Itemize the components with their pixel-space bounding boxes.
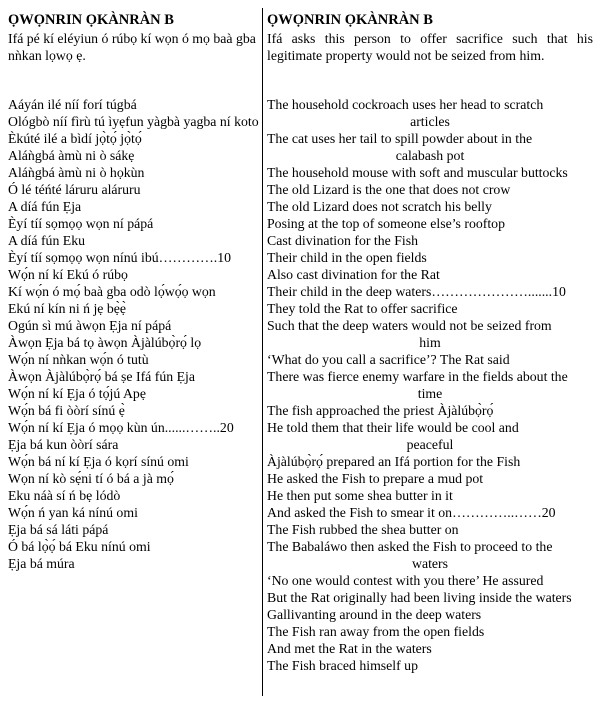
yoruba-verse-line: Wọ́n ń yan ká nínú omi (8, 505, 138, 520)
yoruba-verse-line: Ó bá lọ̀ọ́ bá Eku nínú omi (8, 539, 151, 554)
yoruba-verse-line: Àwọn Àjàlúbọ̀rọ́ bá ṣe Ifá fún Ẹja (8, 369, 195, 384)
english-verse-line (267, 572, 593, 589)
english-verse-line (267, 368, 593, 402)
english-verse-text: He asked the Fish to prepare a mud pot (267, 471, 484, 486)
yoruba-verse-line: Èkúté ilé a bìdí jọ̀tọ́ jọ̀tọ́ (8, 131, 142, 146)
yoruba-verse-line: Àwọn Ẹja bá tọ àwọn Àjàlúbọ̀rọ́ lọ (8, 335, 202, 350)
english-verse-line (267, 470, 593, 487)
english-column (267, 12, 593, 674)
english-verse-line (267, 453, 593, 470)
english-verse-line (267, 96, 593, 130)
yoruba-verse-line: Ológbò níí fìrù tú ìyẹfun yàgbà yagba ní koto (8, 114, 259, 129)
english-verse-text: He then put some shea butter in it (267, 488, 453, 503)
yoruba-verse-line: Wọn ní kò sẹ́ni tí ó bá a jà mọ́ (8, 471, 174, 486)
column-divider (262, 8, 263, 696)
yoruba-verse-line: Wọ́n ní kí Ekú ó rúbọ (8, 267, 128, 282)
english-verse-line (267, 215, 593, 232)
english-verse-line (267, 402, 593, 419)
yoruba-intro: Ifá pé kí eléyiun ó rúbọ kí wọn ó mọ baà gba nǹkan lọwọ ẹ. (8, 31, 256, 63)
yoruba-verse-line: Èyí tíí sọmọọ wọn ní pápá (8, 216, 154, 231)
yoruba-verses (8, 96, 260, 572)
yoruba-verse-line: Ẹja bá sá láti pápá (8, 522, 109, 537)
yoruba-verse-line: Aáyán ilé níí forí túgbá (8, 97, 137, 112)
english-verse-continuation: him (419, 335, 441, 350)
yoruba-verse-line: Ogún sì mú àwọn Ẹja ní pápá (8, 318, 172, 333)
yoruba-verse-line: Wọ́n ní kí Ẹja ó tọ́jú Apẹ (8, 386, 146, 401)
english-verse-line (267, 504, 593, 521)
english-verse-text: And asked the Fish to smear it on…………..……20 (267, 505, 556, 520)
english-verse-text: ‘No one would contest with you there’ He assured (267, 573, 544, 588)
yoruba-verse-line: Aláǹgbá àmù ni ò họkùn (8, 165, 145, 180)
english-title: ỌWỌNRIN ỌKÀNRÀN B (267, 12, 433, 28)
english-verse-line (267, 232, 593, 249)
yoruba-verse-line: Aláǹgbá àmù ni ò sákẹ (8, 148, 135, 163)
english-verse-line (267, 606, 593, 623)
english-verse-text: Àjàlúbọ̀rọ́ prepared an Ifá portion for the Fish (267, 454, 521, 469)
english-verses (267, 96, 593, 674)
english-verse-line (267, 589, 593, 606)
english-verse-text: And met the Rat in the waters (267, 641, 432, 656)
english-verse-continuation: time (417, 386, 443, 401)
english-verse-line (267, 351, 593, 368)
english-verse-line (267, 538, 593, 572)
english-verse-line (267, 521, 593, 538)
english-verse-text: The fish approached the priest Àjàlúbọ̀rọ́ (267, 403, 494, 418)
english-verse-line (267, 130, 593, 164)
english-verse-text: But the Rat originally had been living inside the waters (267, 590, 572, 605)
english-verse-text: Also cast divination for the Rat (267, 267, 440, 282)
english-verse-text: Such that the deep waters would not be seized from (267, 318, 552, 333)
english-verse-text: There was fierce enemy warfare in the fields about the (267, 369, 568, 384)
english-verse-text: The Fish ran away from the open fields (267, 624, 485, 639)
yoruba-verse-line: Wọ́n ní nǹkan wọ́n ó tutù (8, 352, 149, 367)
english-verse-continuation: waters (411, 556, 448, 571)
yoruba-verse-line: A díá fún Ẹja (8, 199, 82, 214)
yoruba-verse-line: Èyí tíí sọmọọ wọn nínú ibú………….10 (8, 250, 232, 265)
yoruba-column (8, 12, 260, 572)
english-verse-line (267, 198, 593, 215)
yoruba-verse-line: A díá fún Eku (8, 233, 86, 248)
english-verse-text: Posing at the top of someone else’s rooftop (267, 216, 505, 231)
yoruba-verse-line: Kí wọ́n ó mọ́ baà gba odò lọ́wọ́ọ wọn (8, 284, 216, 299)
yoruba-verse-line: Wọ́n bá ní kí Ẹja ó kọrí sínú omi (8, 454, 189, 469)
english-verse-line (267, 164, 593, 181)
english-verse-text: They told the Rat to offer sacrifice (267, 301, 458, 316)
yoruba-verse-line: Ekú ní kín ni ń jẹ bẹ̀ẹ̀ (8, 301, 127, 316)
yoruba-verse-line: Ó lé téńté láruru aláruru (8, 182, 141, 197)
english-verse-text: The Fish braced himself up (267, 658, 418, 673)
yoruba-verse-line: Wọ́n ní kí Ẹja ó mọọ kùn ún......……..20 (8, 420, 234, 435)
english-verse-line (267, 266, 593, 283)
english-verse-text: The household mouse with soft and muscular buttocks (267, 165, 568, 180)
english-verse-text: Their child in the deep waters………………….......10 (267, 284, 566, 299)
yoruba-verse-line: Eku náà sí ń bẹ lódò (8, 488, 121, 503)
english-verse-line (267, 249, 593, 266)
english-verse-text: The cat uses her tail to spill powder about in the (267, 131, 533, 146)
english-verse-text: ‘What do you call a sacrifice’? The Rat said (267, 352, 510, 367)
english-verse-text: The old Lizard does not scratch his belly (267, 199, 492, 214)
english-verse-continuation: articles (410, 114, 450, 129)
english-verse-line (267, 487, 593, 504)
english-verse-text: Cast divination for the Fish (267, 233, 418, 248)
english-intro: Ifá asks this person to offer sacrifice such that his legitimate property would not be seized from him. (267, 31, 593, 63)
english-verse-text: The Fish rubbed the shea butter on (267, 522, 459, 537)
english-verse-line (267, 317, 593, 351)
english-verse-text: The Babaláwo then asked the Fish to proceed to the (267, 539, 553, 554)
english-verse-text: The old Lizard is the one that does not crow (267, 182, 511, 197)
english-verse-text: He told them that their life would be cool and (267, 420, 519, 435)
english-verse-text: Gallivanting around in the deep waters (267, 607, 482, 622)
english-verse-line (267, 640, 593, 657)
yoruba-verse-line: Ẹja bá kun òòrí sára (8, 437, 119, 452)
english-verse-line (267, 300, 593, 317)
yoruba-title: ỌWỌNRIN ỌKÀNRÀN B (8, 12, 174, 28)
english-verse-text: The household cockroach uses her head to scratch (267, 97, 544, 112)
english-verse-line (267, 283, 593, 300)
english-verse-continuation: calabash pot (395, 148, 465, 163)
yoruba-verse-line: Wọ́n bá fi òòrí sínú ẹ̀ (8, 403, 125, 418)
english-verse-line (267, 657, 593, 674)
english-verse-line (267, 181, 593, 198)
english-verse-text: Their child in the open fields (267, 250, 427, 265)
english-verse-line (267, 623, 593, 640)
yoruba-verse-line: Ẹja bá múra (8, 556, 75, 571)
english-verse-line (267, 419, 593, 453)
english-verse-continuation: peaceful (406, 437, 454, 452)
